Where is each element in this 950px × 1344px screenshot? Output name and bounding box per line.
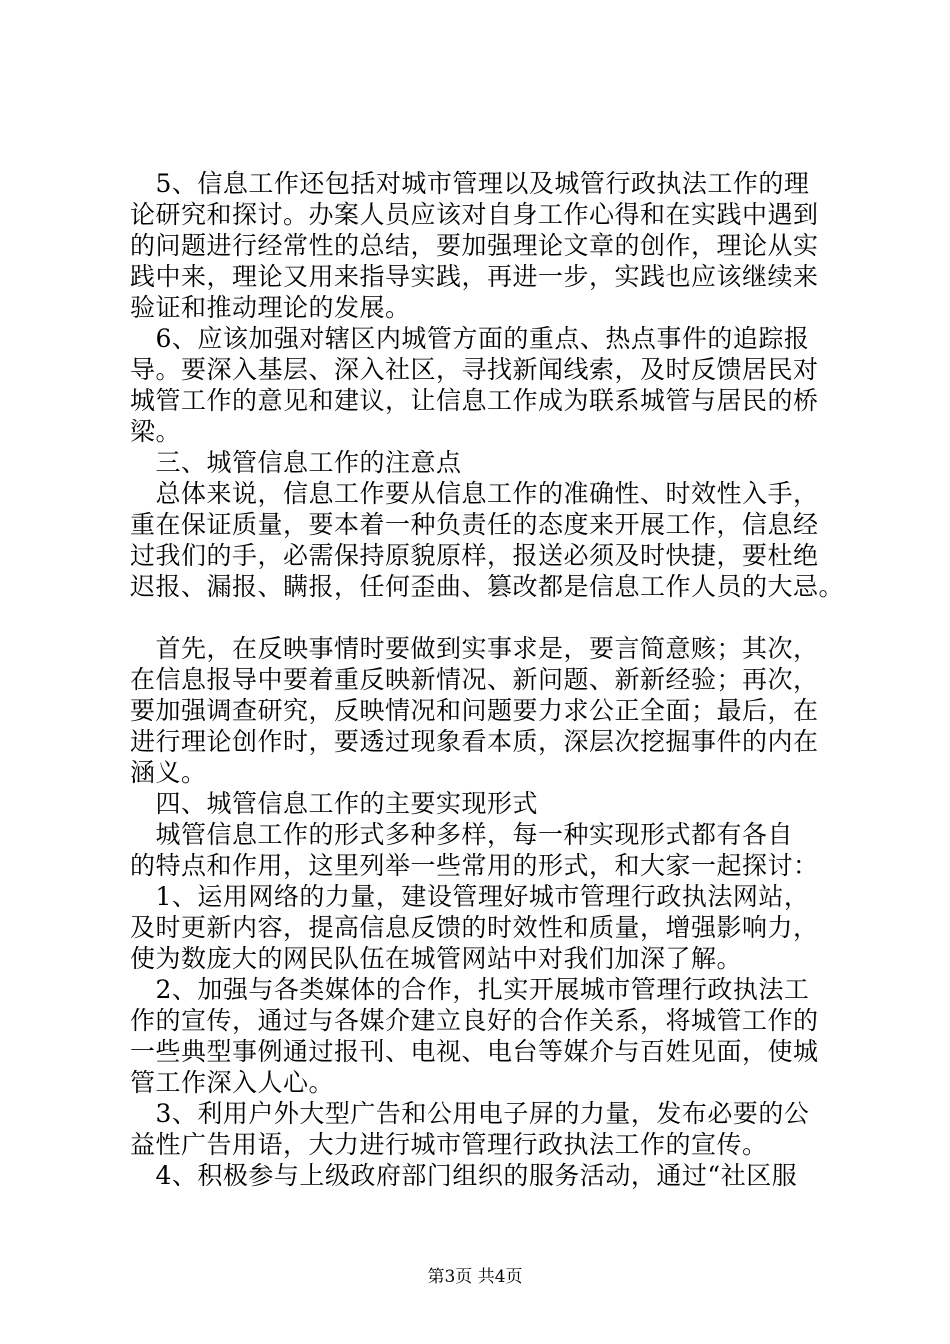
text-line: 益性广告用语，大力进行城市管理行政执法工作的宣传。: [130, 1130, 768, 1159]
paragraph-item-2: [130, 974, 850, 1098]
text-line: 首先，在反映事情时要做到实事求是，要言简意赅；其次，: [130, 634, 819, 663]
text-line: 城管信息工作的形式多种多样，每一种实现形式都有各自: [130, 820, 794, 849]
text-line: 6、应该加强对辖区内城管方面的重点、热点事件的追踪报: [130, 324, 810, 353]
text-line: 作的宣传，通过与各媒介建立良好的合作关系，将城管工作的: [130, 1006, 819, 1035]
text-line: 在信息报导中要着重反映新情况、新问题、新新经验；再次，: [130, 665, 819, 694]
heading-line: 三、城管信息工作的注意点: [130, 448, 462, 477]
section-heading-4: [130, 788, 850, 819]
text-line: 的问题进行经常性的总结，要加强理论文章的创作，理论从实: [130, 231, 819, 260]
paragraph-item-4: [130, 1160, 850, 1191]
section-heading-3: [130, 447, 850, 478]
paragraph-forms: [130, 819, 850, 881]
text-line: 导。要深入基层、深入社区，寻找新闻线索，及时反馈居民对: [130, 355, 819, 384]
text-line: 4、积极参与上级政府部门组织的服务活动，通过“社区服: [130, 1161, 798, 1190]
text-line: 城管工作的意见和建议，让信息工作成为联系城管与居民的桥: [130, 386, 819, 415]
text-line: 迟报、漏报、瞒报，任何歪曲、篡改都是信息工作人员的大忌。: [130, 572, 845, 601]
text-line: 一些典型事例通过报刊、电视、电台等媒介与百姓见面，使城: [130, 1037, 819, 1066]
text-line: 要加强调查研究，反映情况和问题要力求公正全面；最后，在: [130, 696, 819, 725]
text-line: 1、运用网络的力量，建设管理好城市管理行政执法网站，: [130, 882, 810, 911]
text-line: 3、利用户外大型广告和公用电子屏的力量，发布必要的公: [130, 1099, 810, 1128]
text-line: 5、信息工作还包括对城市管理以及城管行政执法工作的理: [130, 169, 810, 198]
text-line: 及时更新内容，提高信息反馈的时效性和质量，增强影响力，: [130, 913, 819, 942]
heading-line: 四、城管信息工作的主要实现形式: [130, 789, 539, 818]
text-line: 使为数庞大的网民队伍在城管网站中对我们加深了解。: [130, 944, 743, 973]
text-line: 涵义。: [130, 758, 207, 787]
text-line: 总体来说，信息工作要从信息工作的准确性、时效性入手，: [130, 479, 819, 508]
paragraph-5: [130, 168, 850, 323]
text-line: 管工作深入人心。: [130, 1068, 335, 1097]
text-line: 梁。: [130, 417, 182, 446]
text-line: 的特点和作用，这里列举一些常用的形式，和大家一起探讨：: [130, 851, 819, 880]
paragraph-overall: [130, 478, 850, 602]
text-line: 2、加强与各类媒体的合作，扎实开展城市管理行政执法工: [130, 975, 810, 1004]
text-line: 重在保证质量，要本着一种负责任的态度来开展工作，信息经: [130, 510, 819, 539]
paragraph-item-3: [130, 1098, 850, 1160]
document-body: [130, 168, 850, 1191]
text-line: 过我们的手，必需保持原貌原样，报送必须及时快捷，要杜绝: [130, 541, 819, 570]
text-line: 验证和推动理论的发展。: [130, 293, 411, 322]
paragraph-6: [130, 323, 850, 447]
text-line: 践中来，理论又用来指导实践，再进一步，实践也应该继续来: [130, 262, 819, 291]
page-footer: 第3页 共4页: [427, 1267, 523, 1287]
paragraph-gap: [130, 602, 850, 633]
paragraph-first: [130, 633, 850, 788]
paragraph-item-1: [130, 881, 850, 974]
text-line: 进行理论创作时，要透过现象看本质，深层次挖掘事件的内在: [130, 727, 819, 756]
text-line: 论研究和探讨。办案人员应该对自身工作心得和在实践中遇到: [130, 200, 819, 229]
